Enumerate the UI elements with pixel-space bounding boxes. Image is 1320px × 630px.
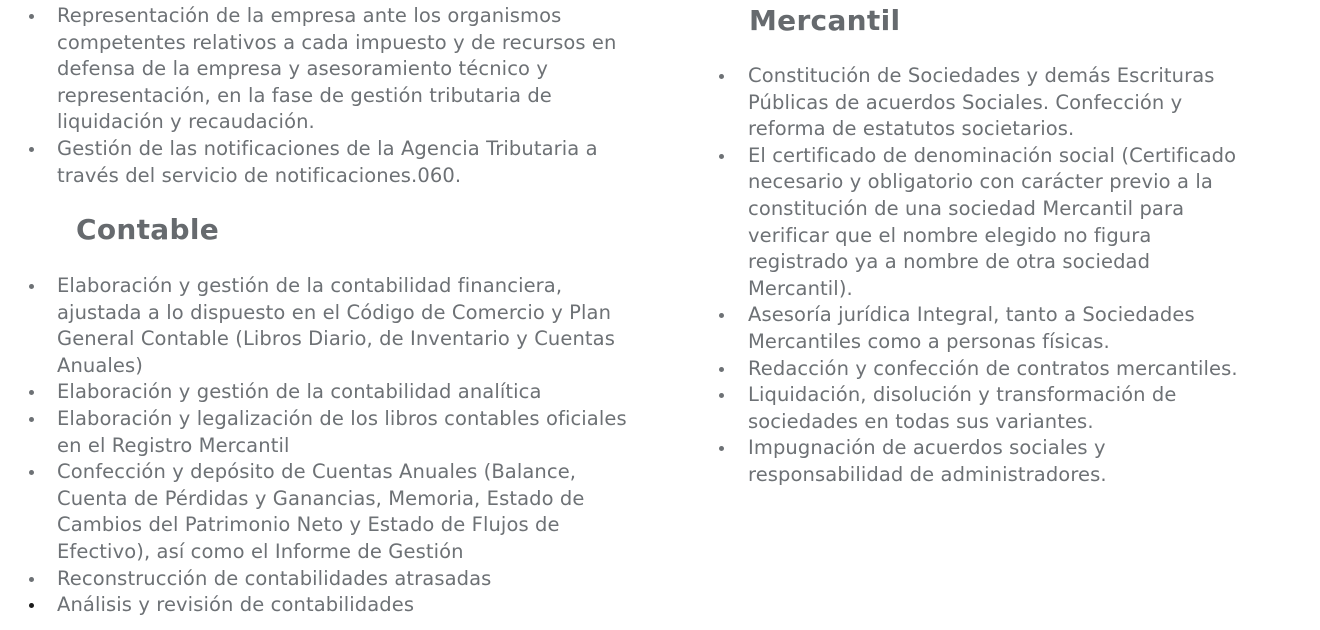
list-item [0,136,640,189]
list-item [690,382,1270,435]
bullet-icon [29,577,34,582]
list-item-text: Constitución de Sociedades y demás Escrituras Públicas de acuerdos Sociales. Confección y reforma de estatutos societarios. [748,64,1215,141]
list-item-text: Elaboración y gestión de la contabilidad financiera, ajustada a lo dispuesto en el Código de Comercio y Plan General Contable (Libros Diario, de Inventario y Cuentas Anuales) [57,274,615,377]
bullet-icon [29,284,34,289]
bullet-icon [719,154,724,159]
list-item-text: Elaboración y legalización de los libros contables oficiales en el Registro Mercantil [57,406,627,457]
list-item-text: Gestión de las notificaciones de la Agencia Tributaria a través del servicio de notificaciones.060. [57,136,598,187]
bullet-icon [719,74,724,79]
list-item [690,356,1270,383]
mercantil-heading: Mercantil [749,4,901,37]
bullet-icon [719,446,724,451]
list-item-text: El certificado de denominación social (Certificado necesario y obligatorio con carácter previo a la constitución de una sociedad Mercantil para verificar que el nombre elegido no figura registrado ya a nombre de otra sociedad Mercantil). [748,143,1237,300]
list-item-text: Impugnación de acuerdos sociales y responsabilidad de administradores. [748,436,1107,486]
list-item-text: Reconstrucción de contabilidades atrasadas [57,566,492,590]
list-item [690,143,1270,303]
bullet-icon [719,313,724,318]
list-item-text: Asesoría jurídica Integral, tanto a Sociedades Mercantiles como a personas físicas. [748,303,1195,353]
bullet-icon [29,14,34,19]
bullet-icon [29,417,34,422]
list-item-text: Confección y depósito de Cuentas Anuales (Balance, Cuenta de Pérdidas y Ganancias, Memoria, Estado de Cambios del Patrimonio Neto y Estado de Flujos de Efectivo), así como el Informe de Gestión [57,460,585,563]
list-item [690,63,1270,143]
list-item-text: Representación de la empresa ante los organismos competentes relativos a cada impuesto y de recursos en defensa de la empresa y asesoramiento técnico y representación, en la fase de gestión tributaria de liquidación y recaudación. [57,4,617,134]
list-item [0,379,640,406]
list-item-text: Redacción y confección de contratos mercantiles. [748,356,1238,380]
bullet-icon [29,470,34,475]
bullet-icon [29,603,34,608]
list-item [0,3,640,136]
list-item [0,273,640,379]
fiscal-services-list [0,3,640,189]
list-item [0,459,640,565]
bullet-icon [29,390,34,395]
list-item [690,435,1270,488]
bullet-icon [719,367,724,372]
mercantil-services-list [690,63,1270,489]
list-item [690,302,1270,355]
list-item [0,406,640,459]
list-item-text: Elaboración y gestión de la contabilidad analítica [57,380,542,404]
list-item [0,566,640,593]
bullet-icon [719,393,724,398]
list-item-text: Liquidación, disolución y transformación de sociedades en todas sus variantes. [748,383,1177,433]
contable-heading: Contable [76,213,220,246]
list-item [0,592,640,619]
bullet-icon [29,147,34,152]
contable-services-list [0,273,640,619]
list-item-text: Análisis y revisión de contabilidades [57,593,415,617]
